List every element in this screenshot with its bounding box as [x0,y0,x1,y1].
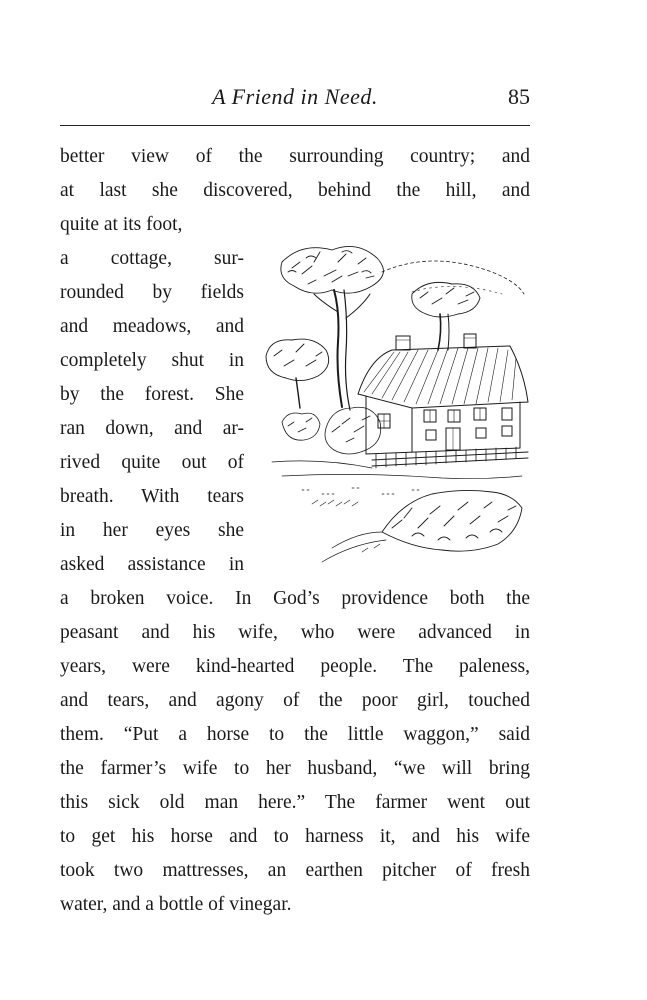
text-line: breath. With tears [60,486,244,507]
text-line: the farmer’s wife to her husband, “we will bring [60,758,530,779]
text-line: quite at its foot, [60,214,183,235]
text-line: and meadows, and [60,316,244,337]
text-line: and tears, and agony of the poor girl, touched [60,690,530,711]
running-head [60,84,530,118]
text-line: by the forest. She [60,384,244,405]
text-line: years, were kind-hearted people. The paleness, [60,656,530,677]
text-line: a cottage, sur- [60,248,244,269]
text-line: them. “Put a horse to the little waggon,” said [60,724,530,745]
running-title: A Friend in Need. [212,84,378,109]
header-rule [60,125,530,126]
text-line: water, and a bottle of vinegar. [60,894,292,915]
text-line: at last she discovered, behind the hill, and [60,180,530,201]
text-line: completely shut in [60,350,244,371]
page-number: 85 [508,84,530,109]
text-line: to get his horse and to harness it, and his wife [60,826,530,847]
text-line: this sick old man here.” The farmer went out [60,792,530,813]
text-line: took two mattresses, an earthen pitcher of fresh [60,860,530,881]
text-line: asked assistance in [60,554,244,575]
text-line: in her eyes she [60,520,244,541]
text-line: better view of the surrounding country; and [60,146,530,167]
cottage-engraving-icon [262,232,530,577]
text-line: ran down, and ar- [60,418,244,439]
text-line: peasant and his wife, who were advanced in [60,622,530,643]
text-line: a broken voice. In God’s providence both the [60,588,530,609]
text-line: rounded by fields [60,282,244,303]
text-line: rived quite out of [60,452,244,473]
